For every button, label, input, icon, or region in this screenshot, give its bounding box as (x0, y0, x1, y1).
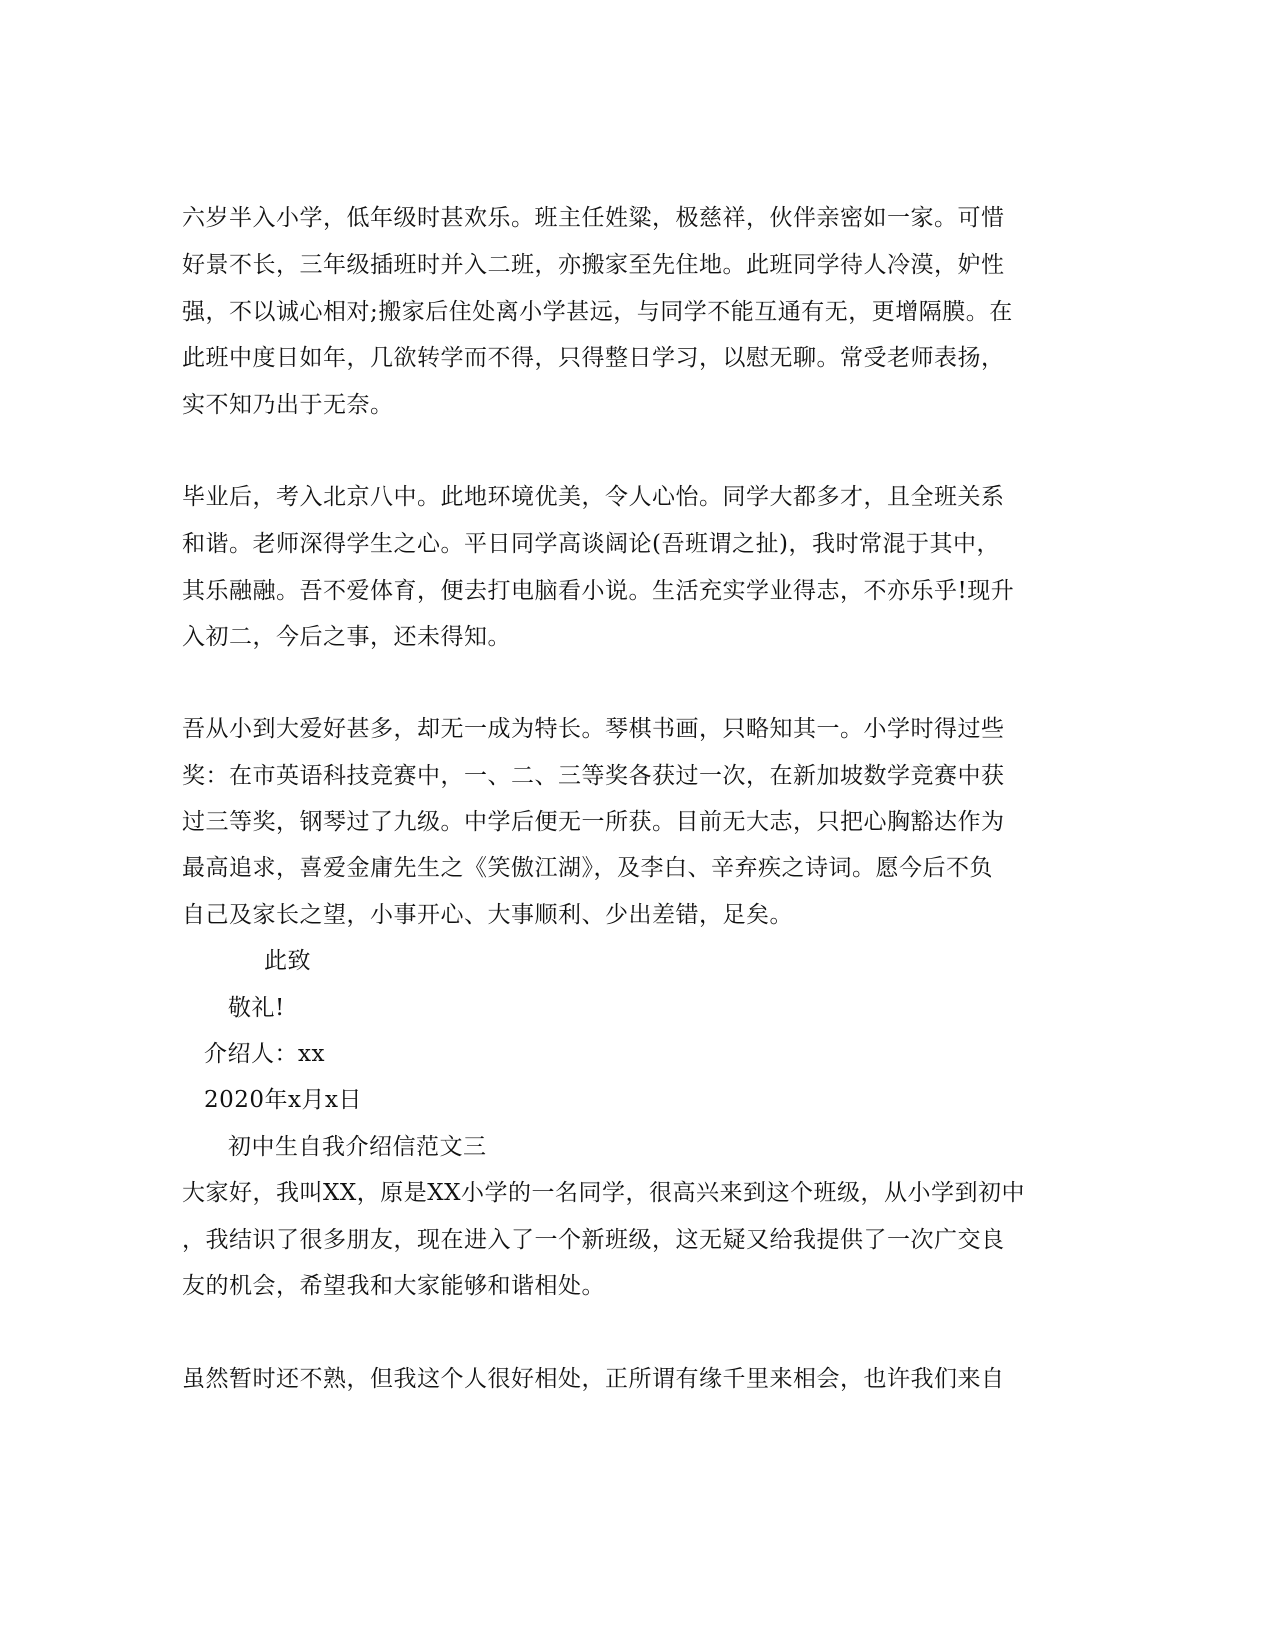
paragraph-line: 强，不以诚心相对;搬家后住处离小学甚远，与同学不能互通有无，更增隔膜。在 (182, 299, 1013, 325)
paragraph-line: 其乐融融。吾不爱体育，便去打电脑看小说。生活充实学业得志，不亦乐乎!现升 (182, 578, 1015, 604)
paragraph-line: 虽然暂时还不熟，但我这个人很好相处，正所谓有缘千里来相会，也许我们来自 (182, 1366, 1005, 1392)
paragraph-line: 过三等奖，钢琴过了九级。中学后便无一所获。目前无大志，只把心胸豁达作为 (182, 809, 1005, 835)
paragraph-line: ，我结识了很多朋友，现在进入了一个新班级，这无疑又给我提供了一次广交良 (182, 1227, 1005, 1253)
letter-date: 2020年x月x日 (204, 1087, 362, 1113)
introducer-signature: 介绍人：xx (204, 1041, 325, 1067)
paragraph-line: 毕业后，考入北京八中。此地环境优美，令人心怡。同学大都多才，且全班关系 (182, 484, 1005, 510)
paragraph-line: 奖：在市英语科技竞赛中，一、二、三等奖各获过一次，在新加坡数学竞赛中获 (182, 763, 1005, 789)
paragraph-line: 吾从小到大爱好甚多，却无一成为特长。琴棋书画，只略知其一。小学时得过些 (182, 716, 1005, 742)
paragraph-line: 最高追求，喜爱金庸先生之《笑傲江湖》，及李白、辛弃疾之诗词。愿今后不负 (182, 855, 993, 881)
paragraph-line: 此班中度日如年，几欲转学而不得，只得整日学习，以慰无聊。常受老师表扬， (182, 345, 1005, 371)
paragraph-line: 好景不长，三年级插班时并入二班，亦搬家至先住地。此班同学待人冷漠，妒性 (182, 252, 1005, 278)
paragraph-line: 入初二，今后之事，还未得知。 (182, 624, 511, 650)
paragraph-line: 六岁半入小学，低年级时甚欢乐。班主任姓粱，极慈祥，伙伴亲密如一家。可惜 (182, 205, 1005, 231)
closing-salutation: 此致 (264, 948, 311, 974)
paragraph-line: 自己及家长之望，小事开心、大事顺利、少出差错，足矣。 (182, 902, 793, 928)
closing-regards: 敬礼! (228, 995, 285, 1021)
paragraph-line: 友的机会，希望我和大家能够和谐相处。 (182, 1273, 605, 1299)
paragraph-line: 实不知乃出于无奈。 (182, 392, 394, 418)
paragraph-line: 和谐。老师深得学生之心。平日同学高谈阔论(吾班谓之扯)，我时常混于其中， (182, 531, 1000, 557)
paragraph-line: 大家好，我叫XX，原是XX小学的一名同学，很高兴来到这个班级，从小学到初中 (182, 1180, 1025, 1206)
section-title: 初中生自我介绍信范文三 (228, 1134, 487, 1160)
